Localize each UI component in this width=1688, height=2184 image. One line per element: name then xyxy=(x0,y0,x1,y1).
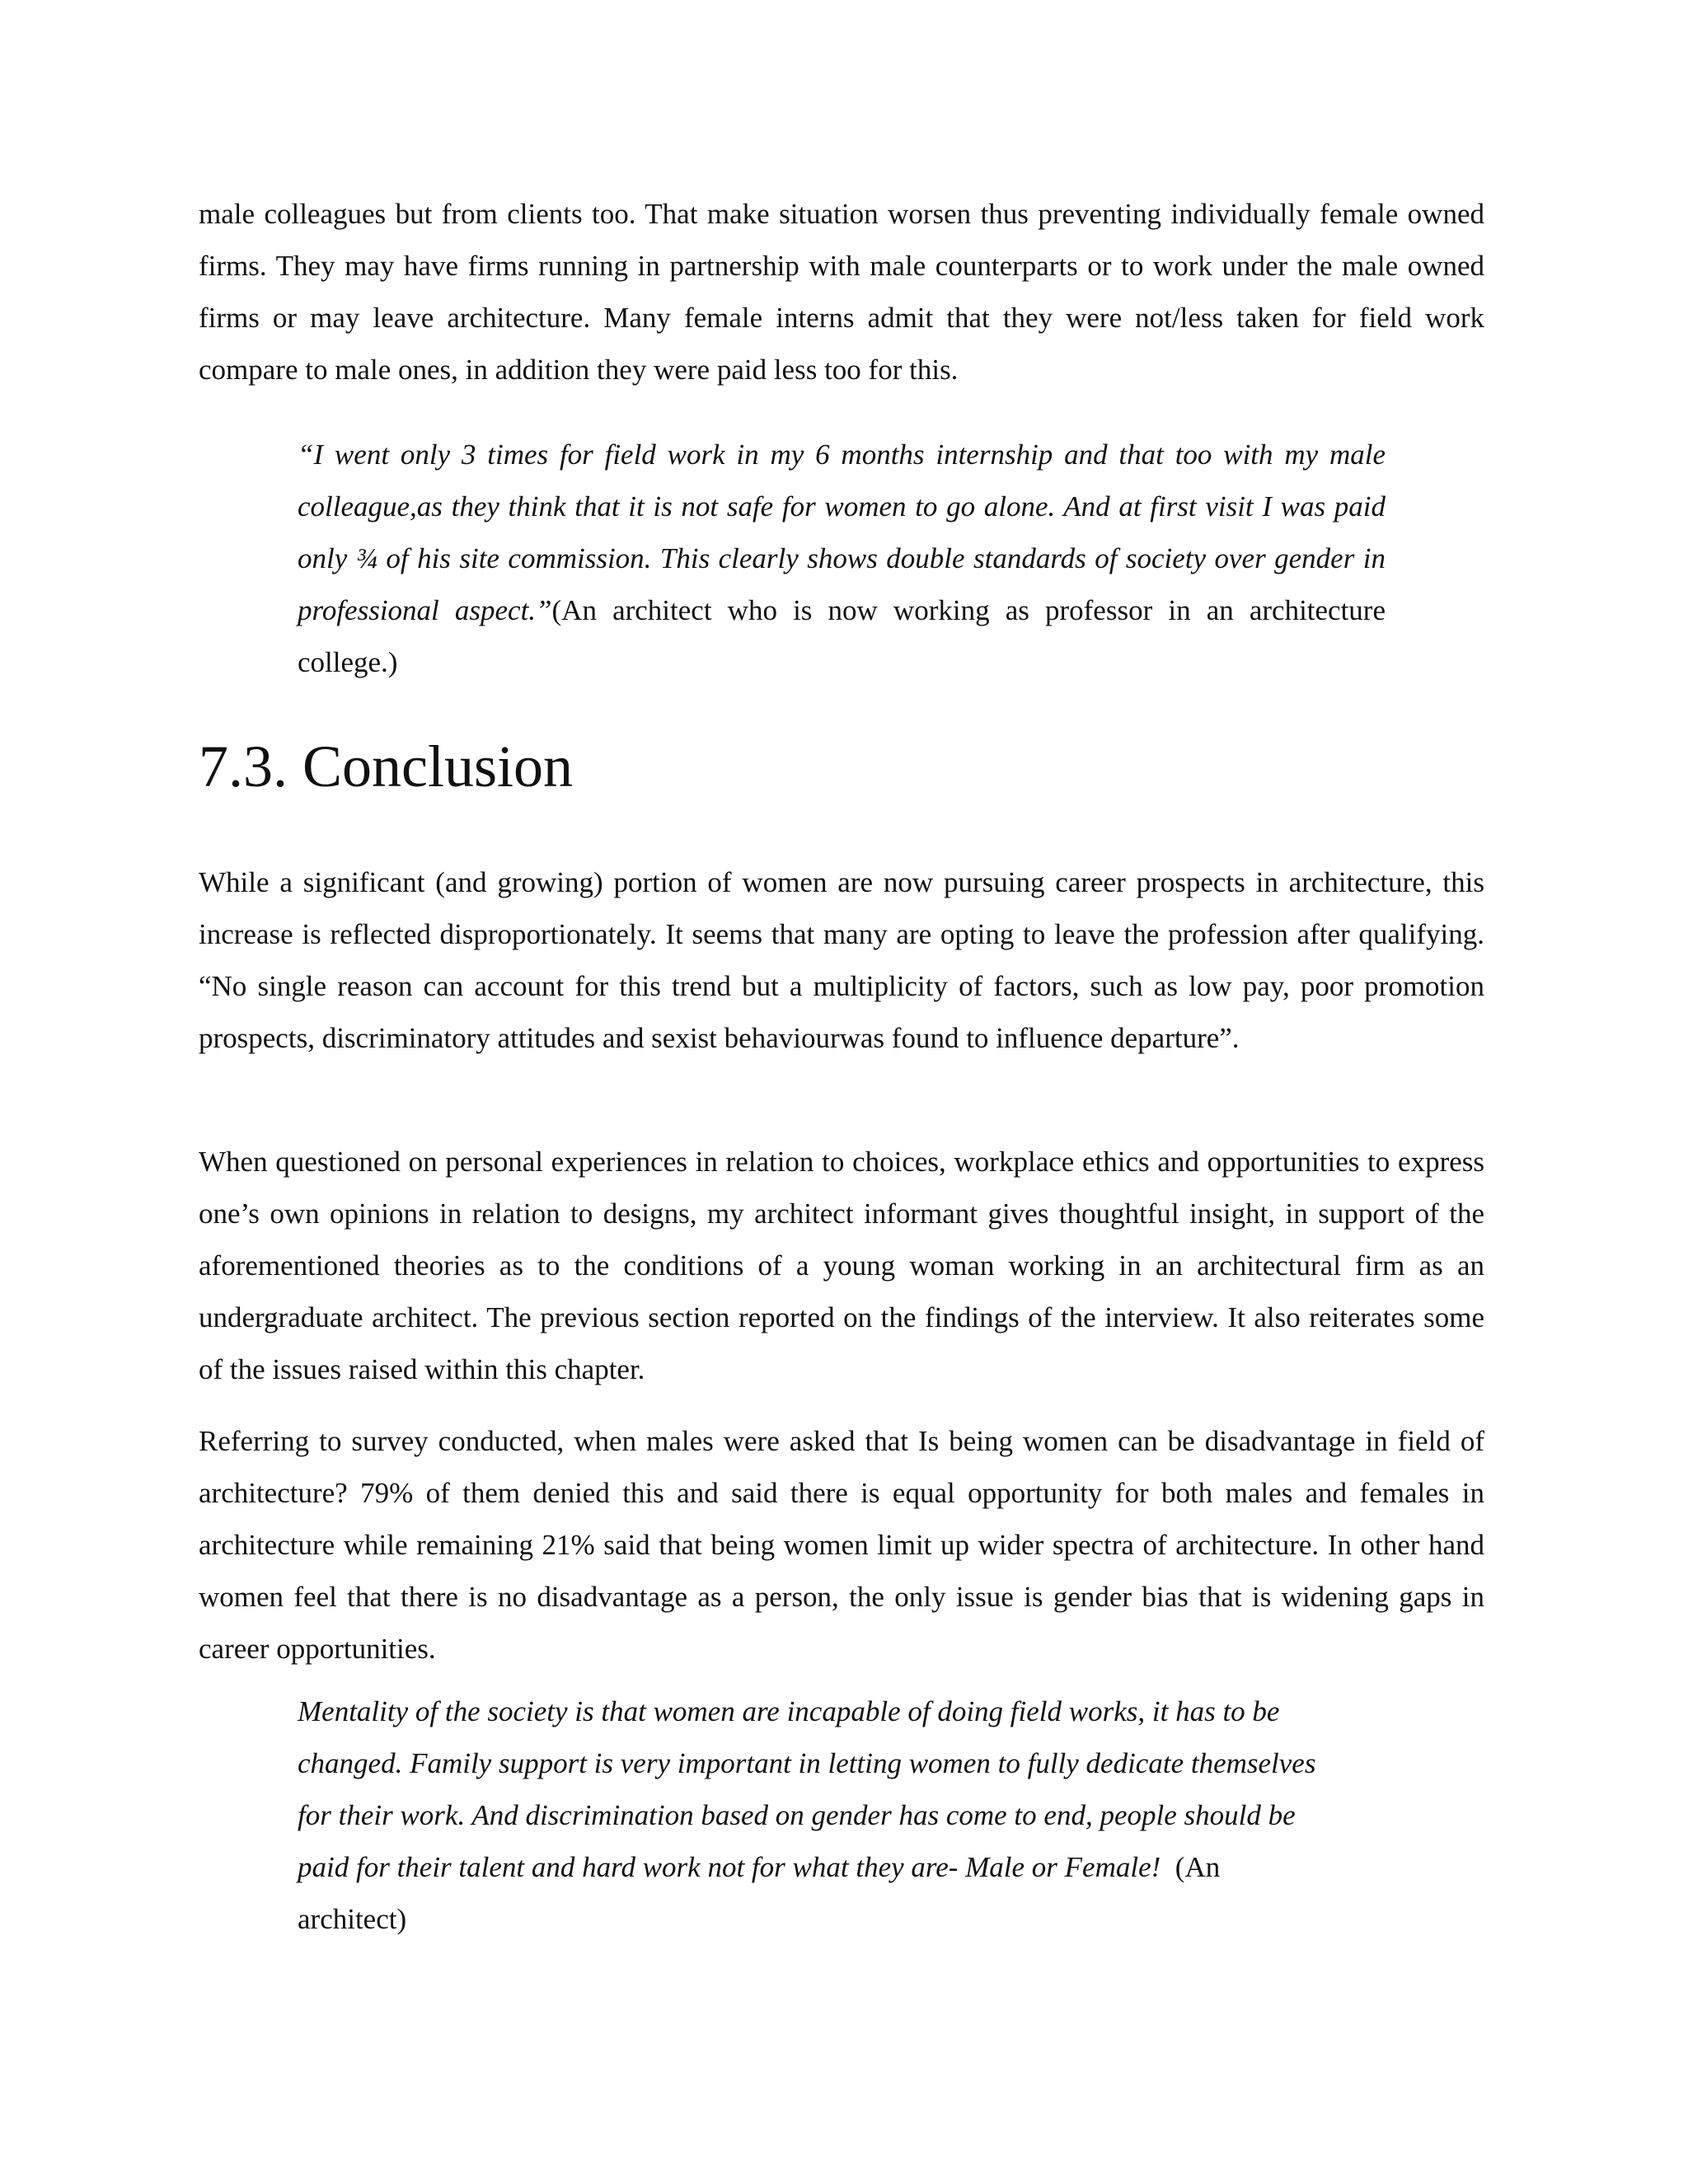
blockquote-intern xyxy=(298,429,1386,688)
section-heading: 7.3. Conclusion xyxy=(199,733,574,799)
blockquote-architect-text-1: Mentality of the society is that women are incapable of doing field works, it has to be xyxy=(298,1695,1280,1727)
blockquote-intern-attribution: (An architect who is now working as professor in an architecture college.) xyxy=(298,594,1386,678)
paragraph-conclusion-1: While a significant (and growing) portion of women are now pursuing career prospects in architecture, this increase is reflected disproportionately. It seems that many are opting to leave the profession after qualifying. “No single reason can account for this trend but a multiplicity of factors, such as low pay, poor promotion prospects, discriminatory attitudes and sexist behaviourwas found to influence departure”. xyxy=(199,866,1484,1054)
blockquote-architect-text-2: changed. Family support is very important in letting women to fully dedicate themselves xyxy=(298,1747,1316,1779)
blockquote-architect-attribution-1: (An xyxy=(1175,1851,1221,1883)
blockquote-architect xyxy=(298,1685,1377,1945)
blockquote-architect-line xyxy=(298,1737,1377,1789)
paragraph-conclusion-3: Referring to survey conducted, when males were asked that Is being women can be disadvantage in field of architecture? 79% of them denied this and said there is equal opportunity for both males and females in architecture while remaining 21% said that being women limit up wider spectra of architecture. In other hand women feel that there is no disadvantage as a person, the only issue is gender bias that is widening gaps in career opportunities. xyxy=(199,1425,1484,1665)
blockquote-architect-line xyxy=(298,1893,1377,1945)
blockquote-architect-line xyxy=(298,1685,1377,1737)
paragraph-conclusion-2: When questioned on personal experiences in relation to choices, workplace ethics and opportunities to express one’s own opinions in relation to designs, my architect informant gives thoughtful insight, in support of the aforementioned theories as to the conditions of a young woman working in an architectural firm as an undergraduate architect. The previous section reported on the findings of the interview. It also reiterates some of the issues raised within this chapter. xyxy=(199,1146,1484,1385)
blockquote-architect-attribution-2: architect) xyxy=(298,1903,407,1935)
blockquote-intern-text: “I went only 3 times for field work in my 6 months internship and that too with my male colleague,as they think that it is not safe for women to go alone. And at first visit I was paid only ¾ of his site commission. This clearly shows double standards of society over gender in professional aspect.” xyxy=(298,438,1386,626)
blockquote-architect-text-4: paid for their talent and hard work not for what they are- Male or Female! xyxy=(298,1851,1161,1883)
blockquote-architect-text-3: for their work. And discrimination based on gender has come to end, people should be xyxy=(298,1799,1296,1831)
blockquote-architect-line xyxy=(298,1789,1377,1841)
blockquote-architect-line xyxy=(298,1841,1377,1893)
paragraph-intro: male colleagues but from clients too. That make situation worsen thus preventing individually female owned firms. They may have firms running in partnership with male counterparts or to work under the male owned firms or may leave architecture. Many female interns admit that they were not/less taken for field work compare to male ones, in addition they were paid less too for this. xyxy=(199,198,1484,386)
